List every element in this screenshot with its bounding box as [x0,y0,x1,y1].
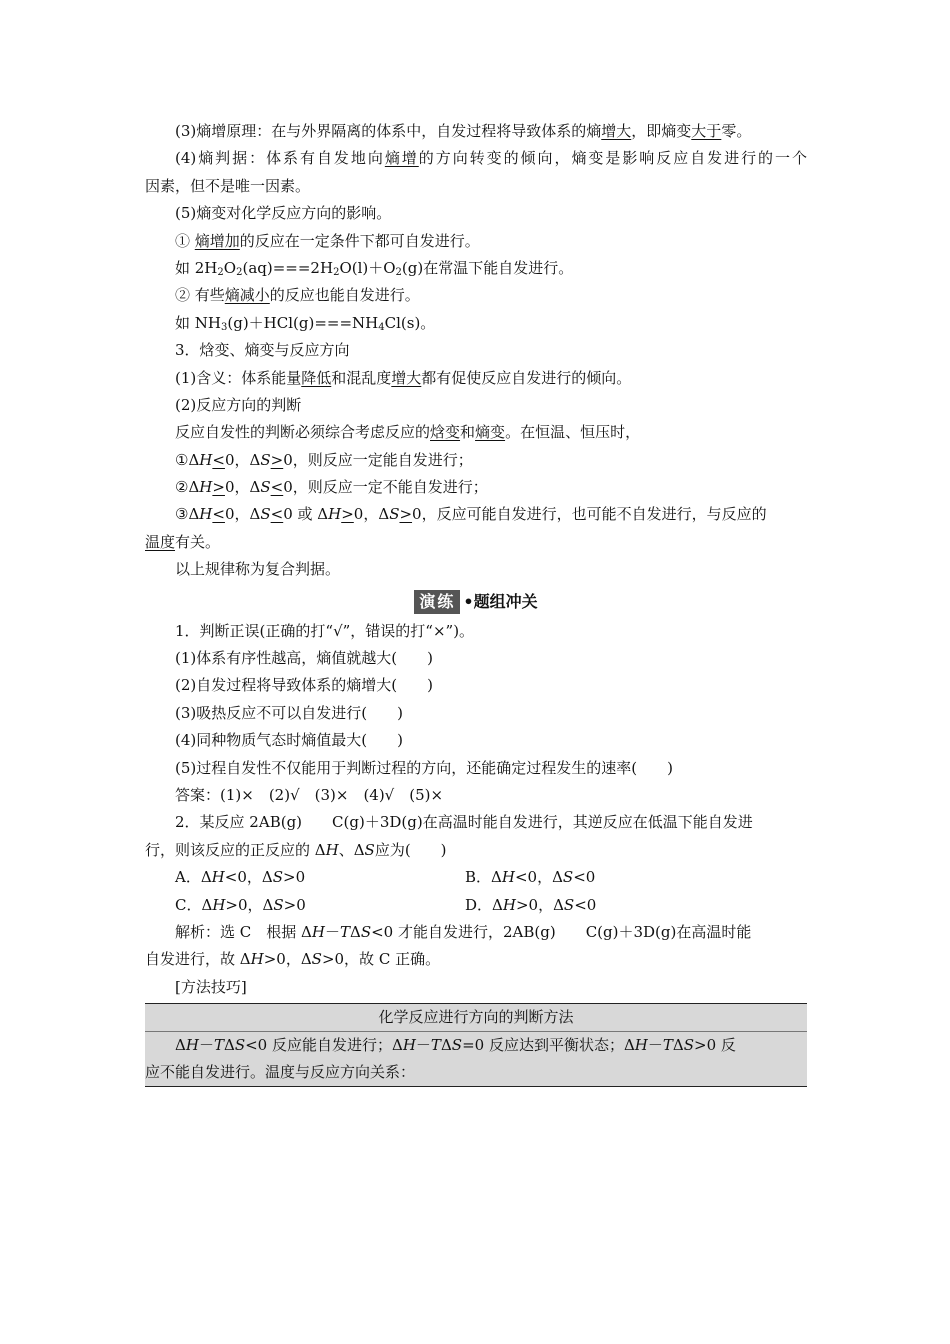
rule-3-cont: 温度有关。 [145,532,221,551]
method-tips-label: [方法技巧] [175,977,247,996]
practice-badge: 演练 [414,590,460,614]
practice-subtitle: •题组冲关 [463,591,538,611]
question-1-item: (3)吸热反应不可以自发进行( ) [175,703,403,722]
para-meaning: (1)含义：体系能量降低和混乱度增大都有促使反应自发进行的倾向。 [175,368,632,387]
question-2-stem-cont: 行，则该反应的正反应的 ΔH、ΔS应为( ) [145,840,447,859]
rule-3: ③ΔH<0，ΔS<0 或 ΔH>0，ΔS>0，反应可能自发进行，也可能不自发进行，与反应的 [175,505,767,524]
option-d: D．ΔH>0，ΔS<0 [465,895,597,914]
option-b: B．ΔH<0，ΔS<0 [465,868,596,887]
option-c: C．ΔH>0，ΔS>0 [175,895,306,914]
para-entropy-increase: ① 熵增加的反应在一定条件下都可自发进行。 [175,231,480,250]
question-2-explanation-cont: 自发进行，故 ΔH>0，ΔS>0，故 C 正确。 [145,950,441,969]
option-a: A．ΔH<0，ΔS>0 [175,868,306,887]
question-1-stem: 1．判断正误(正确的打“√”，错误的打“×”)。 [175,621,475,640]
para-entropy-decrease: ② 有些熵减小的反应也能自发进行。 [175,286,420,305]
equation-h2o2: 如 $2H_2O_2(aq)===2H_2O(l)+O_2(g)$在常温下能自发进行。 [175,258,574,278]
method-box [145,1003,807,1087]
question-1-item: (5)过程自发性不仅能用于判断过程的方向，还能确定过程发生的速率( ) [175,758,673,777]
question-1-item: (1)体系有序性越高，熵值就越大( ) [175,649,433,668]
question-1-item: (2)自发过程将导致体系的熵增大( ) [175,676,433,695]
para-entropy-criterion-cont: 因素，但不是唯一因素。 [145,176,311,195]
question-1-item: (4)同种物质气态时熵值最大( ) [175,731,403,750]
document-page [145,118,807,1087]
para-entropy-effect: (5)熵变对化学反应方向的影响。 [175,204,392,223]
section-heading-practice [145,586,807,616]
section-heading-3: 3．焓变、熵变与反应方向 [175,341,350,360]
method-box-line-cont: 应不能自发进行。温度与反应方向关系： [145,1063,416,1082]
method-box-title: 化学反应进行方向的判断方法 [145,1004,807,1032]
para-judgement: 反应自发性的判断必须综合考虑反应的焓变和熵变。在恒温、恒压时， [175,423,641,442]
equation-nh4cl: 如 $NH_3(g)+HCl(g)===NH_4Cl(s)$。 [175,313,436,333]
question-2-stem: 2．某反应 2AB(g) C(g)＋3D(g)在高温时能自发进行，其逆反应在低温下能自发进 [175,813,753,832]
rule-2: ②ΔH>0，ΔS<0，则反应一定不能自发进行； [175,478,488,497]
question-2-explanation: 解析：选 C 根据 ΔH－TΔS<0 才能自发进行，2AB(g) C(g)＋3D(g)在高温时能 [175,922,752,941]
para-entropy-criterion: (4)熵判据：体系有自发地向熵增的方向转变的倾向，熵变是影响反应自发进行的一个 [175,149,807,168]
para-entropy-principle: (3)熵增原理：在与外界隔离的体系中，自发过程将导致体系的熵增大，即熵变大于零。 [175,122,752,140]
para-composite-criterion: 以上规律称为复合判据。 [175,560,341,579]
rule-1: ①ΔH<0，ΔS>0，则反应一定能自发进行； [175,450,473,469]
question-2-options-row [145,864,807,891]
question-2-options-row [145,892,807,919]
question-1-answer: 答案：(1)× (2)√ (3)× (4)√ (5)× [175,785,444,804]
para-judgement-title: (2)反应方向的判断 [175,395,302,414]
method-box-line: ΔH－TΔS<0 反应能自发进行；ΔH－TΔS=0 反应达到平衡状态；ΔH－TΔS>0 反 [175,1036,736,1055]
